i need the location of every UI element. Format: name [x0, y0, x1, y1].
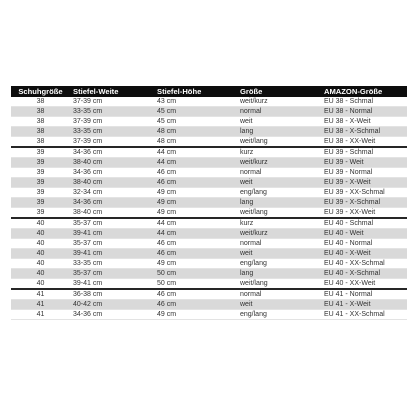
cell-boot-height: 48 cm: [154, 127, 237, 137]
cell-size: lang: [237, 127, 321, 137]
table-row: [11, 289, 407, 300]
table-row: [11, 107, 407, 117]
table-row: [11, 269, 407, 279]
cell-size: eng/lang: [237, 188, 321, 198]
cell-boot-height: 48 cm: [154, 137, 237, 148]
cell-size: normal: [237, 289, 321, 300]
table-row: [11, 208, 407, 219]
cell-shoe-size: 39: [11, 208, 70, 219]
cell-boot-height: 46 cm: [154, 300, 237, 310]
cell-amazon-size: EU 39 - X-Weit: [321, 178, 407, 188]
cell-amazon-size: EU 39 - Schmal: [321, 147, 407, 158]
cell-shoe-size: 39: [11, 147, 70, 158]
cell-amazon-size: EU 38 - X-Schmal: [321, 127, 407, 137]
cell-boot-width: 37-39 cm: [70, 117, 154, 127]
table-row: [11, 117, 407, 127]
cell-size: weit/lang: [237, 137, 321, 148]
cell-size: weit/lang: [237, 279, 321, 290]
cell-amazon-size: EU 39 - XX-Schmal: [321, 188, 407, 198]
cell-boot-height: 50 cm: [154, 269, 237, 279]
cell-shoe-size: 40: [11, 239, 70, 249]
cell-amazon-size: EU 38 - XX-Weit: [321, 137, 407, 148]
cell-boot-width: 34-36 cm: [70, 168, 154, 178]
cell-boot-width: 39-41 cm: [70, 249, 154, 259]
cell-boot-height: 44 cm: [154, 147, 237, 158]
cell-amazon-size: EU 39 - X-Schmal: [321, 198, 407, 208]
table-row: [11, 178, 407, 188]
size-chart: [11, 86, 407, 320]
cell-shoe-size: 39: [11, 178, 70, 188]
cell-boot-width: 34-36 cm: [70, 147, 154, 158]
table-row: [11, 279, 407, 290]
cell-amazon-size: EU 39 - Normal: [321, 168, 407, 178]
cell-shoe-size: 40: [11, 269, 70, 279]
cell-size: weit: [237, 300, 321, 310]
cell-shoe-size: 39: [11, 198, 70, 208]
cell-size: normal: [237, 168, 321, 178]
cell-amazon-size: EU 40 - XX-Weit: [321, 279, 407, 290]
table-row: [11, 300, 407, 310]
cell-boot-height: 44 cm: [154, 218, 237, 229]
header-boot-width: Stiefel-Weite: [70, 86, 154, 97]
cell-shoe-size: 40: [11, 249, 70, 259]
header-shoe-size: Schuhgröße: [11, 86, 70, 97]
cell-boot-height: 46 cm: [154, 239, 237, 249]
cell-boot-width: 37-39 cm: [70, 137, 154, 148]
cell-boot-width: 36-38 cm: [70, 289, 154, 300]
cell-amazon-size: EU 40 - X-Weit: [321, 249, 407, 259]
cell-boot-width: 34-36 cm: [70, 198, 154, 208]
cell-boot-width: 35-37 cm: [70, 218, 154, 229]
cell-boot-width: 39-41 cm: [70, 229, 154, 239]
table-row: [11, 158, 407, 168]
cell-boot-width: 40-42 cm: [70, 300, 154, 310]
cell-boot-width: 33-35 cm: [70, 107, 154, 117]
cell-boot-width: 39-41 cm: [70, 279, 154, 290]
cell-boot-width: 35-37 cm: [70, 269, 154, 279]
cell-boot-height: 46 cm: [154, 168, 237, 178]
cell-size: lang: [237, 269, 321, 279]
table-row: [11, 127, 407, 137]
cell-amazon-size: EU 38 - Normal: [321, 107, 407, 117]
table-row: [11, 239, 407, 249]
cell-boot-width: 38-40 cm: [70, 158, 154, 168]
cell-size: weit: [237, 249, 321, 259]
cell-size: eng/lang: [237, 259, 321, 269]
table-row: [11, 147, 407, 158]
cell-boot-height: 49 cm: [154, 259, 237, 269]
cell-amazon-size: EU 39 - Weit: [321, 158, 407, 168]
cell-size: weit: [237, 178, 321, 188]
cell-shoe-size: 38: [11, 97, 70, 107]
cell-boot-width: 33-35 cm: [70, 259, 154, 269]
cell-size: normal: [237, 107, 321, 117]
cell-shoe-size: 40: [11, 279, 70, 290]
cell-boot-height: 43 cm: [154, 97, 237, 107]
cell-shoe-size: 38: [11, 107, 70, 117]
table-body: [11, 97, 407, 320]
cell-boot-height: 45 cm: [154, 107, 237, 117]
cell-amazon-size: EU 38 - X-Weit: [321, 117, 407, 127]
cell-boot-height: 46 cm: [154, 249, 237, 259]
cell-boot-width: 37-39 cm: [70, 97, 154, 107]
table-row: [11, 188, 407, 198]
cell-amazon-size: EU 38 - Schmal: [321, 97, 407, 107]
cell-size: weit/lang: [237, 208, 321, 219]
cell-size: weit/kurz: [237, 97, 321, 107]
cell-size: weit/kurz: [237, 158, 321, 168]
cell-shoe-size: 39: [11, 158, 70, 168]
header-size: Größe: [237, 86, 321, 97]
table-header-row: [11, 86, 407, 97]
cell-size: eng/lang: [237, 310, 321, 320]
cell-amazon-size: EU 40 - Weit: [321, 229, 407, 239]
cell-boot-height: 46 cm: [154, 178, 237, 188]
cell-amazon-size: EU 39 - XX-Weit: [321, 208, 407, 219]
cell-boot-height: 45 cm: [154, 117, 237, 127]
cell-boot-height: 50 cm: [154, 279, 237, 290]
header-amazon-size: AMAZON-Größe: [321, 86, 407, 97]
table-row: [11, 198, 407, 208]
table-row: [11, 310, 407, 320]
size-table: [11, 86, 407, 320]
cell-shoe-size: 41: [11, 310, 70, 320]
cell-shoe-size: 39: [11, 188, 70, 198]
cell-amazon-size: EU 40 - Schmal: [321, 218, 407, 229]
cell-shoe-size: 40: [11, 218, 70, 229]
cell-boot-height: 49 cm: [154, 198, 237, 208]
table-row: [11, 259, 407, 269]
cell-boot-width: 34-36 cm: [70, 310, 154, 320]
table-row: [11, 168, 407, 178]
cell-boot-width: 38-40 cm: [70, 178, 154, 188]
cell-size: lang: [237, 198, 321, 208]
cell-boot-height: 49 cm: [154, 208, 237, 219]
cell-amazon-size: EU 41 - XX-Schmal: [321, 310, 407, 320]
cell-boot-height: 49 cm: [154, 310, 237, 320]
cell-boot-width: 32-34 cm: [70, 188, 154, 198]
table-row: [11, 218, 407, 229]
cell-shoe-size: 38: [11, 137, 70, 148]
cell-shoe-size: 39: [11, 168, 70, 178]
cell-shoe-size: 38: [11, 127, 70, 137]
table-row: [11, 249, 407, 259]
cell-shoe-size: 41: [11, 300, 70, 310]
cell-size: kurz: [237, 218, 321, 229]
cell-boot-width: 35-37 cm: [70, 239, 154, 249]
cell-shoe-size: 41: [11, 289, 70, 300]
cell-boot-height: 46 cm: [154, 289, 237, 300]
cell-amazon-size: EU 40 - XX-Schmal: [321, 259, 407, 269]
cell-shoe-size: 40: [11, 259, 70, 269]
cell-amazon-size: EU 40 - Normal: [321, 239, 407, 249]
cell-shoe-size: 40: [11, 229, 70, 239]
header-boot-height: Stiefel-Höhe: [154, 86, 237, 97]
cell-shoe-size: 38: [11, 117, 70, 127]
cell-boot-height: 44 cm: [154, 229, 237, 239]
cell-boot-width: 38-40 cm: [70, 208, 154, 219]
cell-amazon-size: EU 40 - X-Schmal: [321, 269, 407, 279]
cell-boot-height: 44 cm: [154, 158, 237, 168]
cell-amazon-size: EU 41 - Normal: [321, 289, 407, 300]
cell-boot-height: 49 cm: [154, 188, 237, 198]
cell-size: weit: [237, 117, 321, 127]
cell-size: normal: [237, 239, 321, 249]
cell-boot-width: 33-35 cm: [70, 127, 154, 137]
table-row: [11, 137, 407, 148]
table-row: [11, 97, 407, 107]
cell-amazon-size: EU 41 - X-Weit: [321, 300, 407, 310]
table-row: [11, 229, 407, 239]
cell-size: weit/kurz: [237, 229, 321, 239]
cell-size: kurz: [237, 147, 321, 158]
